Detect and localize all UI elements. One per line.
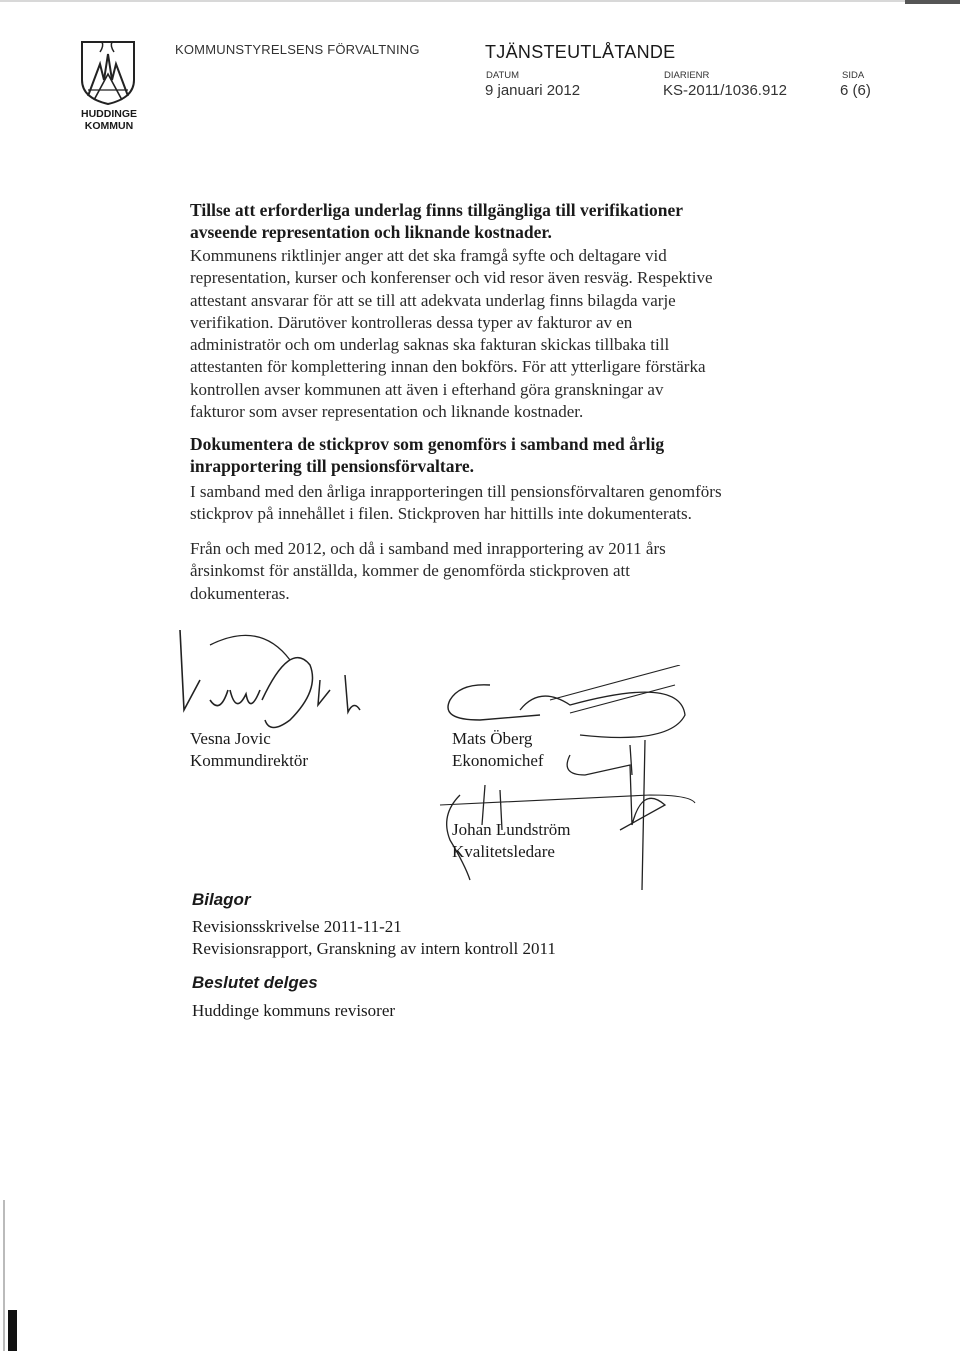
body-line: attestant ansvarar för att se till att adekvata underlag finns bilagda varje	[190, 290, 676, 310]
body-line: Från och med 2012, och då i samband med inrapportering av 2011 års	[190, 539, 666, 558]
signatory-name: Mats Öberg	[452, 729, 533, 748]
signatory-name: Vesna Jovic	[190, 729, 271, 748]
signatory-title: Kvalitetsledare	[452, 842, 555, 861]
body-line: verifikation. Därutöver kontrolleras dessa typer av fakturor av en	[190, 312, 633, 332]
scan-edge-top	[0, 0, 960, 2]
section-1-body	[190, 245, 790, 423]
case-number-label: DIARIENR	[664, 70, 710, 81]
page-label: SIDA	[842, 70, 865, 81]
department-name: KOMMUNSTYRELSENS FÖRVALTNING	[175, 42, 420, 57]
section-1-heading	[190, 199, 750, 243]
body-line: dokumenteras.	[190, 583, 290, 603]
body-line: administratör och om underlag saknas ska fakturan skickas tillbaka till	[190, 335, 670, 355]
distribution-item: Huddinge kommuns revisorer	[192, 1001, 396, 1020]
body-line: fakturor som avser representation och liknande kostnader.	[190, 402, 584, 422]
body-line: Kommunens riktlinjer anger att det ska framgå syfte och deltagare vid	[190, 246, 667, 265]
logo-text-line-2: KOMMUN	[84, 120, 134, 132]
body-line: representation, kurser och konferenser och vid resor även resväg. Respektive	[190, 268, 713, 288]
case-number-value: KS-2011/1036.912	[663, 82, 787, 99]
section-2-heading-line: inrapportering till pensionsförvaltare.	[190, 456, 475, 476]
body-line: attestanten för komplettering innan den bokförs. För att ytterligare förstärka	[190, 357, 706, 377]
date-value: 9 januari 2012	[485, 82, 581, 99]
scan-mark-bottom-left	[8, 1310, 17, 1351]
logo-text-line-1: HUDDINGE	[80, 108, 137, 120]
section-2-heading-line: Dokumentera de stickprov som genomförs i samband med årlig	[190, 434, 665, 454]
section-2-body-continued	[190, 538, 790, 605]
attachment-item: Revisionsrapport, Granskning av intern kontroll 2011	[192, 939, 556, 958]
signatory-3	[452, 819, 571, 863]
distribution-title: Beslutet delges	[192, 973, 318, 992]
scan-edge-left	[3, 1200, 5, 1351]
attachments-title: Bilagor	[192, 890, 251, 909]
section-1-heading-line: Tillse att erforderliga underlag finns tillgängliga till verifikationer	[190, 200, 684, 220]
body-line: årsinkomst för anställda, kommer de genomförda stickproven att	[190, 561, 630, 581]
attachment-item: Revisionsskrivelse 2011-11-21	[192, 917, 402, 936]
municipality-crest-icon	[80, 40, 136, 106]
section-1-heading-line: avseende representation och liknande kostnader.	[190, 222, 552, 242]
signature-mats-oberg-icon	[420, 665, 700, 905]
scan-mark-top-right	[905, 0, 960, 4]
section-2-heading	[190, 433, 750, 477]
page-value: 6 (6)	[840, 82, 871, 99]
body-line: kontrollen avser kommunen att även i efterhand göra granskningar av	[190, 379, 664, 399]
date-label: DATUM	[486, 70, 520, 81]
body-line: I samband med den årliga inrapporteringen till pensionsförvaltaren genomförs	[190, 482, 722, 501]
logo-text	[73, 108, 145, 132]
signatory-name: Johan Lundström	[452, 820, 571, 839]
document-type: TJÄNSTEUTLÅTANDE	[485, 42, 676, 62]
signatory-2	[452, 728, 544, 772]
signatory-1	[190, 728, 308, 772]
signatory-title: Ekonomichef	[452, 751, 544, 770]
body-line: stickprov på innehållet i filen. Stickproven har hittills inte dokumenterats.	[190, 504, 692, 524]
section-2-body	[190, 481, 790, 526]
signatory-title: Kommundirektör	[190, 751, 309, 770]
